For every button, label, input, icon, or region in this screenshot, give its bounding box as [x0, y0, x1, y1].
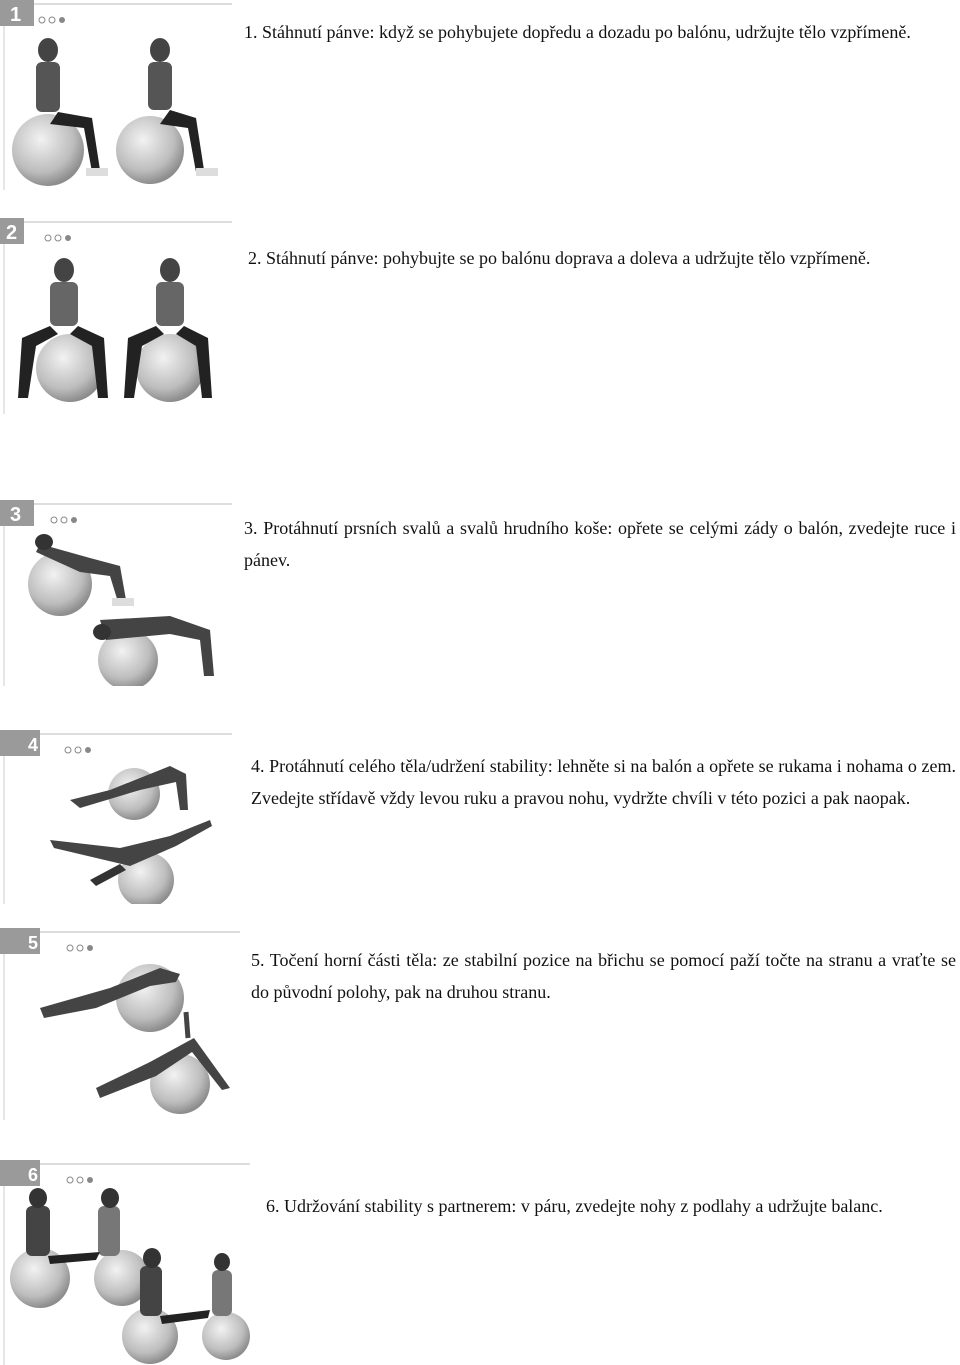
exercise-2-badge: 2 — [6, 222, 18, 244]
exercise-4-badge: 4 — [28, 735, 39, 755]
exercise-3-description: 3. Protáhnutí prsních svalů a svalů hrudního koše: opřete se celými zády o balón, zvedejte ruce i pánev. — [244, 518, 956, 570]
exercise-4-illustration — [0, 730, 232, 904]
exercise-3-illustration — [0, 500, 232, 686]
exercise-1-illustration — [0, 0, 232, 190]
exercise-1-badge: 1 — [10, 4, 22, 26]
exercise-1-description: 1. Stáhnutí pánve: když se pohybujete dopředu a dozadu po balónu, udržujte tělo vzpřímeně. — [244, 22, 911, 42]
exercise-6-badge: 6 — [28, 1165, 39, 1185]
exercise-5-illustration — [0, 928, 240, 1120]
exercise-6-illustration — [0, 1160, 250, 1365]
exercise-2-description: 2. Stáhnutí pánve: pohybujte se po balónu doprava a doleva a udržujte tělo vzpřímeně. — [248, 248, 871, 268]
exercise-2-illustration — [0, 218, 232, 414]
exercise-5-description: 5. Točení horní části těla: ze stabilní pozice na břichu se pomocí paží točte na stranu a vraťte se do původní polohy, pak na druhou stranu. — [251, 950, 956, 1002]
exercise-5-badge: 5 — [28, 933, 39, 953]
exercise-4-description: 4. Protáhnutí celého těla/udržení stability: lehněte si na balón a opřete se rukama i nohama o zem. Zvedejte střídavě vždy levou ruku a pravou nohu, vydržte chvíli v této pozici a pak naopak. — [251, 756, 956, 808]
exercise-3-badge: 3 — [10, 504, 22, 526]
exercise-6-description: 6. Udržování stability s partnerem: v páru, zvedejte nohy z podlahy a udržujte balanc. — [266, 1196, 883, 1216]
